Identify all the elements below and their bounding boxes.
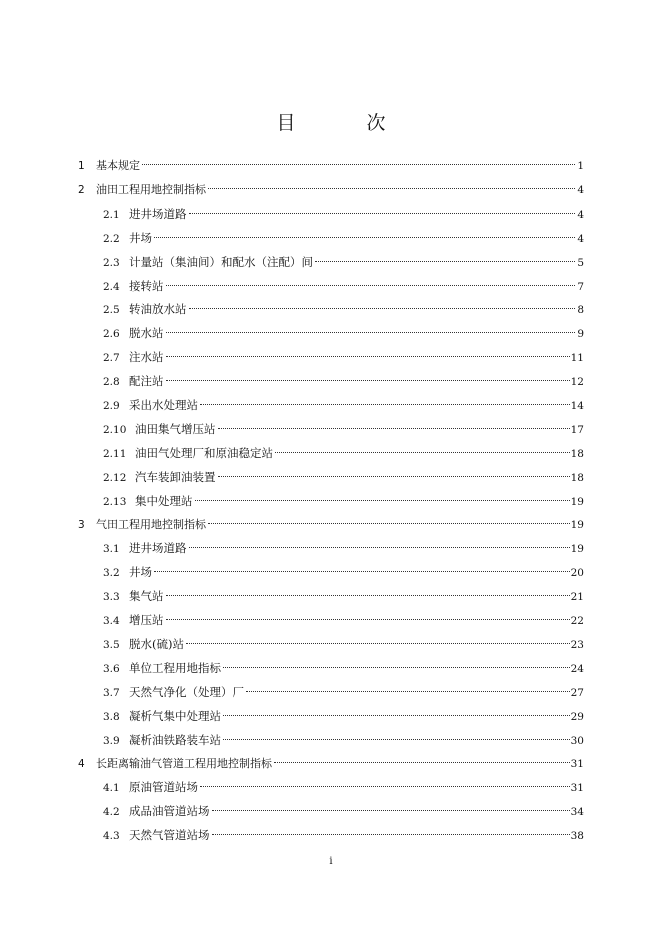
toc-entry-page: 19 (570, 518, 584, 531)
toc-entry-number: 2.11 (103, 447, 127, 460)
toc-entry-page: 21 (570, 591, 584, 604)
toc-entry-page: 31 (570, 757, 584, 770)
toc-entry-number: 3.5 (103, 639, 120, 651)
toc-entry-page: 14 (570, 400, 584, 412)
toc-leader-dots (223, 739, 570, 740)
toc-section-entry[interactable] (103, 777, 584, 797)
toc-entry-number: 3.1 (103, 543, 120, 556)
toc-section-entry[interactable] (103, 443, 584, 463)
toc-entry-title: 原油管道站场 (129, 780, 198, 795)
toc-entry-page: 20 (570, 567, 584, 580)
toc-entry-number: 3.6 (103, 662, 120, 675)
toc-section-entry[interactable] (103, 419, 584, 439)
toc-entry-number: 2.10 (103, 423, 127, 436)
toc-entry-page: 18 (570, 447, 584, 460)
toc-entry-title: 油田气处理厂和原油稳定站 (135, 445, 273, 460)
toc-entry-title: 井场 (129, 565, 152, 580)
toc-entry-number: 2.8 (103, 376, 120, 389)
toc-entry-page: 27 (570, 686, 584, 699)
toc-entry-number: 3 (78, 518, 85, 531)
toc-entry-page: 19 (570, 495, 584, 508)
toc-entry-number: 2.4 (103, 280, 120, 293)
toc-section-entry[interactable] (103, 634, 584, 654)
toc-section-entry[interactable] (103, 228, 584, 248)
toc-entry-page: 12 (570, 376, 584, 389)
toc-section-entry[interactable] (103, 371, 584, 391)
toc-section-entry[interactable] (103, 658, 584, 678)
toc-entry-title: 基本规定 (96, 159, 140, 172)
toc-section-entry[interactable] (103, 491, 584, 511)
toc-entry-title: 天然气净化（处理）厂 (129, 684, 244, 699)
toc-entry-page: 24 (570, 662, 584, 675)
toc-entry-title: 脱水(硫)站 (129, 637, 184, 651)
toc-entry-title: 脱水站 (129, 326, 164, 341)
toc-leader-dots (200, 404, 570, 405)
toc-entry-number: 2.2 (103, 232, 120, 245)
toc-entry-page: 30 (570, 734, 584, 747)
toc-entry-page: 29 (570, 710, 584, 723)
toc-leader-dots (218, 428, 570, 429)
toc-entry-title: 成品油管道站场 (129, 804, 210, 819)
toc-entry-title: 单位工程用地指标 (129, 660, 221, 675)
toc-entry-number: 3.2 (103, 567, 120, 580)
toc-entry-title: 增压站 (129, 613, 164, 628)
toc-entry-page: 8 (577, 304, 584, 317)
toc-entry-number: 3.3 (103, 591, 120, 604)
page-title: 目 次 (276, 112, 412, 134)
toc-leader-dots (166, 356, 570, 357)
toc-leader-dots (166, 619, 570, 620)
toc-chapter-entry[interactable] (78, 515, 584, 535)
toc-section-entry[interactable] (103, 801, 584, 821)
toc-leader-dots (274, 762, 570, 763)
toc-leader-dots (223, 715, 570, 716)
toc-leader-dots (189, 213, 576, 214)
toc-entry-title: 注水站 (129, 350, 164, 365)
toc-entry-number: 3.8 (103, 710, 120, 723)
toc-entry-number: 2.9 (103, 400, 120, 412)
toc-entry-number: 4 (78, 757, 85, 770)
toc-entry-page: 11 (570, 352, 584, 365)
toc-leader-dots (200, 786, 570, 787)
toc-leader-dots (186, 643, 570, 644)
toc-section-entry[interactable] (103, 204, 584, 224)
toc-section-entry[interactable] (103, 538, 584, 558)
toc-section-entry[interactable] (103, 586, 584, 606)
toc-chapter-entry[interactable] (78, 156, 584, 176)
toc-leader-dots (223, 667, 570, 668)
toc-entry-title: 凝析气集中处理站 (129, 708, 221, 723)
toc-leader-dots (166, 332, 576, 333)
toc-section-entry[interactable] (103, 299, 584, 319)
toc-entry-number: 1 (78, 160, 85, 172)
toc-leader-dots (189, 308, 576, 309)
toc-entry-page: 19 (570, 543, 584, 556)
toc-entry-title: 集气站 (129, 589, 164, 604)
toc-entry-number: 3.7 (103, 686, 120, 699)
toc-section-entry[interactable] (103, 323, 584, 343)
toc-section-entry[interactable] (103, 610, 584, 630)
toc-entry-page: 1 (577, 160, 584, 172)
toc-entry-number: 2.5 (103, 304, 120, 317)
toc-entry-number: 4.2 (103, 806, 120, 819)
toc-entry-page: 22 (570, 615, 584, 628)
toc-entry-title: 天然气管道站场 (129, 828, 210, 843)
toc-entry-title: 气田工程用地控制指标 (96, 517, 206, 531)
toc-entry-title: 转油放水站 (129, 302, 187, 317)
toc-entry-page: 18 (570, 471, 584, 484)
toc-leader-dots (212, 834, 570, 835)
toc-entry-page: 23 (570, 639, 584, 651)
toc-leader-dots (166, 380, 570, 381)
toc-entry-number: 2.13 (103, 495, 127, 508)
toc-section-entry[interactable] (103, 730, 584, 750)
toc-entry-title: 油田工程用地控制指标 (96, 182, 206, 196)
toc-entry-number: 4.3 (103, 830, 120, 843)
toc-section-entry[interactable] (103, 825, 584, 845)
toc-entry-page: 17 (570, 423, 584, 436)
toc-entry-page: 4 (577, 208, 584, 221)
toc-entry-number: 2 (78, 183, 85, 196)
toc-leader-dots (154, 571, 570, 572)
toc-section-entry[interactable] (103, 562, 584, 582)
toc-leader-dots (218, 476, 570, 477)
toc-entry-page: 38 (570, 830, 584, 843)
toc-chapter-entry[interactable] (78, 180, 584, 200)
toc-entry-title: 进井场道路 (129, 206, 187, 221)
toc-entry-page: 34 (570, 806, 584, 819)
toc-entry-number: 3.4 (103, 615, 120, 628)
toc-entry-title: 汽车装卸油装置 (135, 469, 216, 484)
page-number: i (329, 856, 333, 867)
toc-entry-page: 31 (570, 782, 584, 795)
toc-leader-dots (166, 595, 570, 596)
toc-section-entry[interactable] (103, 252, 584, 272)
toc-entry-number: 2.1 (103, 208, 120, 221)
toc-section-entry[interactable] (103, 467, 584, 487)
toc-leader-dots (275, 452, 570, 453)
toc-entry-page: 9 (577, 328, 584, 341)
toc-entry-title: 配注站 (129, 374, 164, 389)
toc-section-entry[interactable] (103, 276, 584, 296)
toc-entry-title: 长距离输油气管道工程用地控制指标 (96, 756, 272, 770)
toc-entry-title: 进井场道路 (129, 541, 187, 556)
toc-section-entry[interactable] (103, 706, 584, 726)
toc-entry-title: 集中处理站 (135, 493, 193, 508)
toc-entry-number: 2.12 (103, 471, 127, 484)
toc-leader-dots (154, 237, 575, 238)
toc-entry-number: 2.3 (103, 256, 120, 269)
toc-entry-title: 井场 (129, 230, 152, 245)
toc-leader-dots (208, 188, 575, 189)
toc-section-entry[interactable] (103, 682, 584, 702)
toc-chapter-entry[interactable] (78, 754, 584, 774)
toc-entry-page: 7 (577, 280, 584, 293)
toc-leader-dots (189, 547, 570, 548)
toc-section-entry[interactable] (103, 347, 584, 367)
toc-entry-title: 油田集气增压站 (135, 421, 216, 436)
toc-entry-number: 3.9 (103, 734, 120, 747)
toc-section-entry[interactable] (103, 395, 584, 415)
toc-entry-page: 4 (577, 183, 584, 196)
toc-entry-page: 5 (577, 256, 584, 269)
toc-entry-number: 4.1 (103, 782, 120, 795)
toc-entry-title: 计量站（集油间）和配水（注配）间 (129, 254, 313, 269)
toc-entry-title: 接转站 (129, 278, 164, 293)
toc-entry-number: 2.7 (103, 352, 120, 365)
toc-leader-dots (166, 285, 576, 286)
toc-entry-title: 采出水处理站 (129, 398, 198, 412)
toc-leader-dots (195, 500, 570, 501)
toc-entry-page: 4 (577, 232, 584, 245)
toc-entry-number: 2.6 (103, 328, 120, 341)
toc-leader-dots (212, 810, 570, 811)
toc-leader-dots (246, 691, 570, 692)
toc-entry-title: 凝析油铁路装车站 (129, 732, 221, 747)
toc-leader-dots (142, 164, 575, 165)
toc-leader-dots (208, 523, 570, 524)
toc-leader-dots (315, 261, 575, 262)
